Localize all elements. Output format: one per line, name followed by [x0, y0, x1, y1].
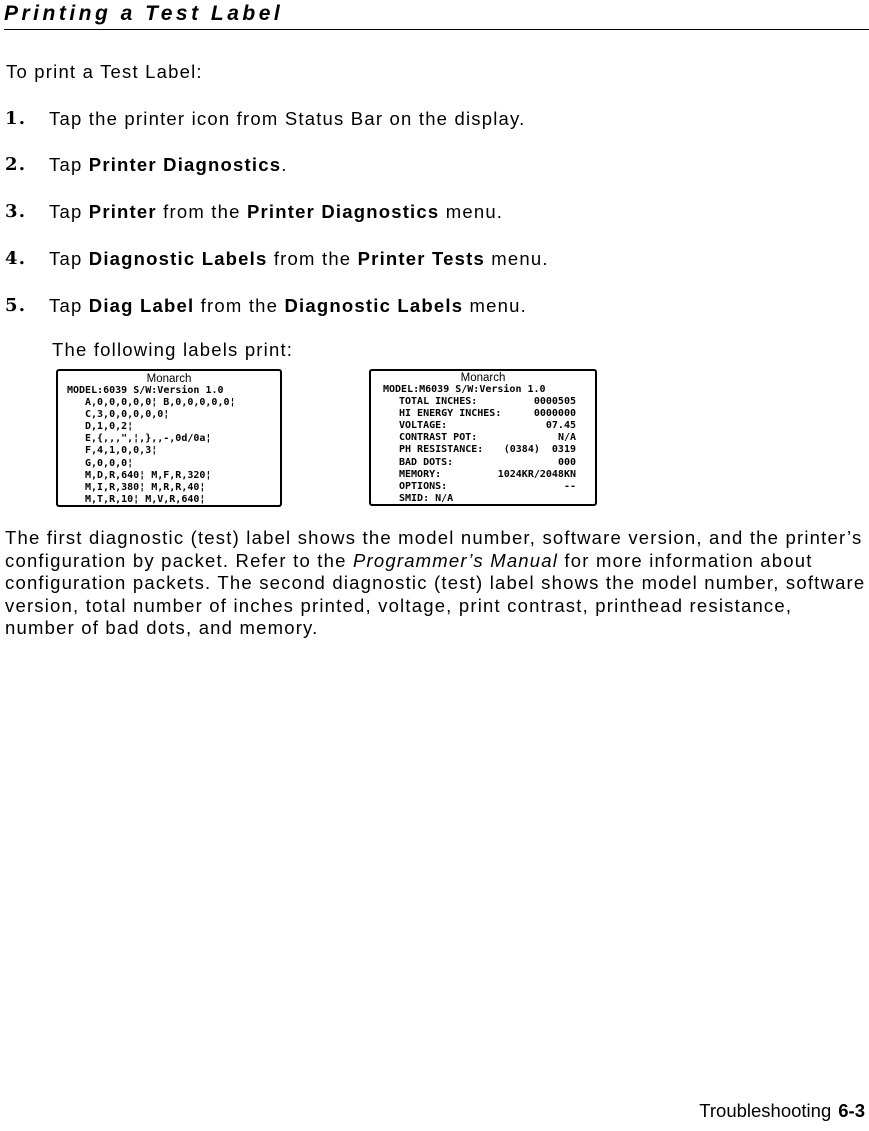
- label-1-lines: [58, 397, 280, 506]
- label-2-row: TOTAL INCHES: 0000505: [399, 396, 576, 408]
- following-labels-text: The following labels print:: [52, 339, 294, 360]
- label-2-row: BAD DOTS: 000: [399, 456, 576, 468]
- label-2-header: Monarch: [460, 372, 506, 384]
- label-2-model: MODEL:M6039 S/W:Version 1.0: [383, 384, 546, 395]
- label-2-row: MEMORY: 1024KR/2048KN: [399, 468, 576, 480]
- diagnostic-label-1: [56, 369, 282, 507]
- footer-page-number: 6-3: [838, 1100, 865, 1121]
- label-1-model: MODEL:6039 S/W:Version 1.0: [67, 385, 224, 396]
- label-2-row: OPTIONS: --: [399, 480, 576, 492]
- label-1-config-line: D,1,0,2¦: [85, 421, 134, 433]
- label-1-config-line: F,4,1,0,0,3¦: [85, 445, 158, 457]
- step-text: Tap the printer icon from Status Bar on the display.: [49, 108, 526, 129]
- label-2-row: VOLTAGE: 07.45: [399, 420, 576, 432]
- section-heading: Printing a Test Label: [4, 0, 869, 30]
- step-number: 4.: [5, 248, 27, 269]
- step-number: 1.: [5, 108, 27, 129]
- label-1-config-line: M,T,R,10¦ M,V,R,640¦: [85, 493, 206, 505]
- label-1-config-line: M,I,R,380¦ M,R,R,40¦: [85, 481, 206, 493]
- step-text: Tap Diagnostic Labels from the Printer Tests menu.: [49, 248, 549, 269]
- step-number: 3.: [5, 201, 27, 222]
- step-number: 5.: [5, 295, 27, 316]
- label-2-rows: [371, 396, 595, 505]
- step-text: Tap Printer Diagnostics.: [49, 154, 288, 175]
- label-1-config-line: C,3,0,0,0,0,0¦: [85, 409, 170, 421]
- page-footer: [699, 1099, 865, 1123]
- label-1-header: Monarch: [146, 373, 192, 385]
- step-number: 2.: [5, 154, 27, 175]
- label-1-config-line: E,{,,,",¦,},,-,0d/0a¦: [85, 433, 212, 445]
- step-text: Tap Printer from the Printer Diagnostics menu.: [49, 201, 504, 222]
- label-1-config-line: G,0,0,0¦: [85, 457, 134, 469]
- label-2-row: PH RESISTANCE: (0384) 0319: [399, 444, 576, 456]
- step-text: Tap Diag Label from the Diagnostic Labels menu.: [49, 295, 527, 316]
- label-2-row: SMID: N/A: [399, 492, 454, 504]
- intro-text: To print a Test Label:: [6, 61, 203, 82]
- diagnostic-label-2: [369, 369, 597, 506]
- label-1-config-line: M,D,R,640¦ M,F,R,320¦: [85, 469, 212, 481]
- label-2-row: CONTRAST POT: N/A: [399, 432, 576, 444]
- description-paragraph: The first diagnostic (test) label shows the model number, software version, and the printer’s configuration by packet. Refer to the Programmer’s Manual for more information about configuration packets. The second diagnostic (test) label shows the model number, software version, total number of inches printed, voltage, print contrast, printhead resistance, number of bad dots, and memory.: [5, 527, 866, 638]
- label-2-row: HI ENERGY INCHES: 0000000: [399, 408, 576, 420]
- label-1-config-line: A,0,0,0,0,0¦ B,0,0,0,0,0¦: [85, 397, 236, 409]
- footer-section: Troubleshooting: [699, 1100, 832, 1121]
